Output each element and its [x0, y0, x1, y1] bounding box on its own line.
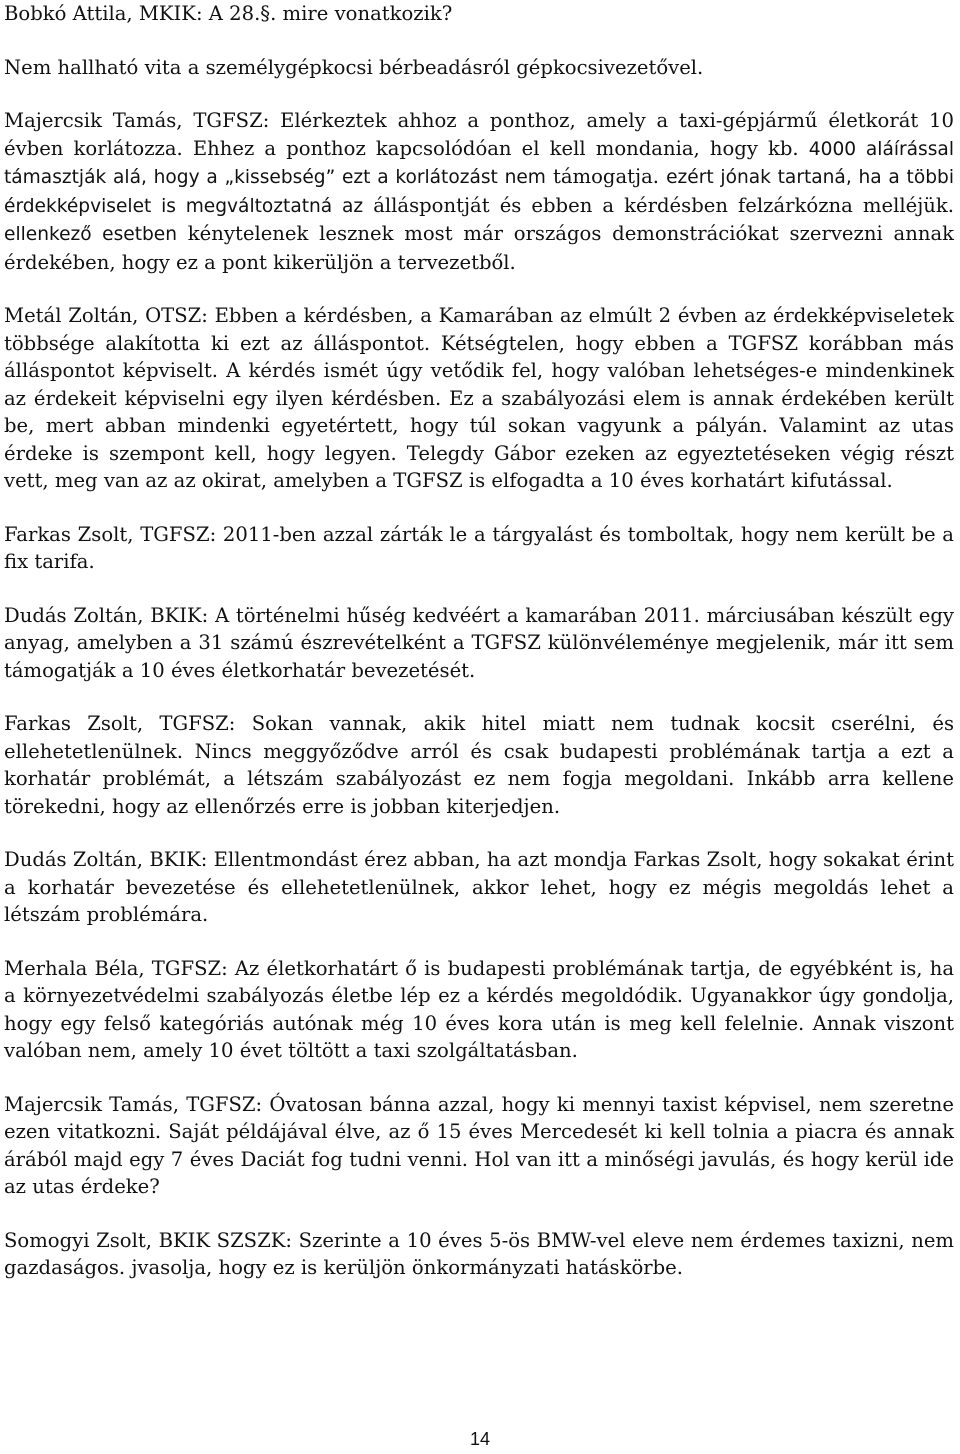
- paragraph-text: Majercsik Tamás, TGFSZ: Elérkeztek ahhoz a ponthoz, amely a taxi-gépjármű életkorát 10 évben korlátozza. Ehhez a ponthoz kapcsolódóan el kell mondania, hogy kb.: [4, 109, 954, 160]
- paragraph-text: kénytelenek lesznek most már országos demonstrációkat szervezni annak érdekében, hogy ez a pont kikerüljön a tervezetből.: [4, 222, 954, 274]
- paragraph-text-sans: 4000 aláírással támasztják alá, hogy a „kissebség” ezt a korlátozást nem: [4, 138, 954, 188]
- paragraph-merhala: [4, 955, 954, 1065]
- paragraph-text: Metál Zoltán, OTSZ: Ebben a kérdésben, a Kamarában az elmúlt 2 évben az érdekképviseletek többsége alakította ki ezt az álláspontot. Kétségtelen, hogy ebben a TGFSZ korábban más álláspontot képviselt. A kérdés ismét úgy vetődik fel, hogy valóban lehetséges-e mindenkinek az érdekeit képviselni egy ilyen kérdésben. Ez a szabályozási elem is annak érdekében került be, mert abban mindenki egyetértett, hogy túl sokan vagyunk a pályán. Valamint az utas érdeke is szempont kell, hogy legyen. Telegdy Gábor ezeken az egyeztetéseken végig részt vett, meg van az az okirat, amelyben a TGFSZ is elfogadta a 10 éves korhatárt kifutással.: [4, 304, 954, 492]
- paragraph-text: Dudás Zoltán, BKIK: Ellentmondást érez abban, ha azt mondja Farkas Zsolt, hogy sokakat érint a korhatár bevezetése és ellehetetlenülnek, akkor lehet, hogy ez mégis megoldás lehet a létszám problémára.: [4, 848, 954, 926]
- paragraph-majercsik-1: [4, 107, 954, 276]
- paragraph-text: Dudás Zoltán, BKIK: A történelmi hűség kedvéért a kamarában 2011. márciusában készült egy anyag, amelyben a 31 számú észrevételként a TGFSZ különvéleménye megjelenik, már itt sem támogatják a 10 éves életkorhatár bevezetését.: [4, 603, 954, 682]
- paragraph-metal-1: [4, 302, 954, 495]
- paragraph-text-sans: ezért jónak tartaná, ha a többi érdekképviselet is megváltoztatná az: [4, 167, 954, 217]
- paragraph-gap: [4, 684, 954, 710]
- paragraph-text: Farkas Zsolt, TGFSZ: 2011-ben azzal zárták le a tárgyalást és tomboltak, hogy nem került be a fix tarifa.: [4, 522, 954, 573]
- page-number: 14: [469, 1429, 491, 1449]
- paragraph-gap: [4, 28, 954, 54]
- paragraph-note-no-debate: [4, 54, 954, 82]
- paragraph-text: Majercsik Tamás, TGFSZ: Óvatosan bánna azzal, hogy ki mennyi taxist képvisel, nem szeretne ezen vitatkozni. Saját példájával élve, az ő 15 éves Mercedesét ki kell tolnia a piacra és annak árából majd egy 7 éves Daciát fog tudni venni. Hol van itt a minőségi javulás, és hogy kerül ide az utas érdeke?: [4, 1092, 954, 1198]
- paragraph-farkas-1: [4, 521, 954, 576]
- paragraph-dudas-2: [4, 846, 954, 929]
- paragraph-gap: [4, 495, 954, 521]
- paragraph-text: Merhala Béla, TGFSZ: Az életkorhatárt ő is budapesti problémának tartja, de egyébként is, ha a környezetvédelmi szabályozás életbe lép ez a kérdés megoldódik. Ugyanakkor úgy gondolja, hogy egy felső kategóriás autónak még 10 éves kora után is meg kell felelnie. Annak viszont valóban nem, amely 10 évet töltött a taxi szolgáltatásban.: [4, 956, 954, 1062]
- paragraph-gap: [4, 576, 954, 602]
- paragraph-text: álláspontját és ebben a kérdésben felzárkózna melléjük.: [363, 193, 954, 217]
- paragraph-text: Farkas Zsolt, TGFSZ: Sokan vannak, akik hitel miatt nem tudnak kocsit cserélni, és ellehetetlenülnek. Nincs meggyőződve arról és csak budapesti problémának tartja a ezt a korhatár problémát, a létszám szabályozást ez nem fogja megoldani. Inkább arra kellene törekedni, hogy az ellenőrzés erre is jobban kiterjedjen.: [4, 712, 954, 818]
- paragraph-gap: [4, 276, 954, 302]
- paragraph-text-sans: ellenkező esetben: [4, 224, 178, 245]
- paragraph-text: Nem hallható vita a személygépkocsi bérbeadásról gépkocsivezetővel.: [4, 55, 704, 79]
- paragraph-text: Somogyi Zsolt, BKIK SZSZK: Szerinte a 10 éves 5-ös BMW-vel eleve nem érdemes taxizni, nem gazdaságos. jvasolja, hogy ez is kerüljön önkormányzati hatáskörbe.: [4, 1228, 954, 1279]
- document-page: [4, 0, 954, 1282]
- paragraph-text: Bobkó Attila, MKIK: A 28.§. mire vonatkozik?: [4, 2, 453, 25]
- paragraph-gap: [4, 1201, 954, 1227]
- paragraph-gap: [4, 81, 954, 107]
- paragraph-gap: [4, 820, 954, 846]
- paragraph-text: támogatja.: [545, 165, 667, 188]
- paragraph-dudas-1: [4, 602, 954, 685]
- paragraph-majercsik-2: [4, 1091, 954, 1201]
- paragraph-gap: [4, 929, 954, 955]
- paragraph-bobko: [4, 0, 954, 28]
- paragraph-somogyi: [4, 1227, 954, 1282]
- paragraph-farkas-2: [4, 710, 954, 820]
- paragraph-gap: [4, 1065, 954, 1091]
